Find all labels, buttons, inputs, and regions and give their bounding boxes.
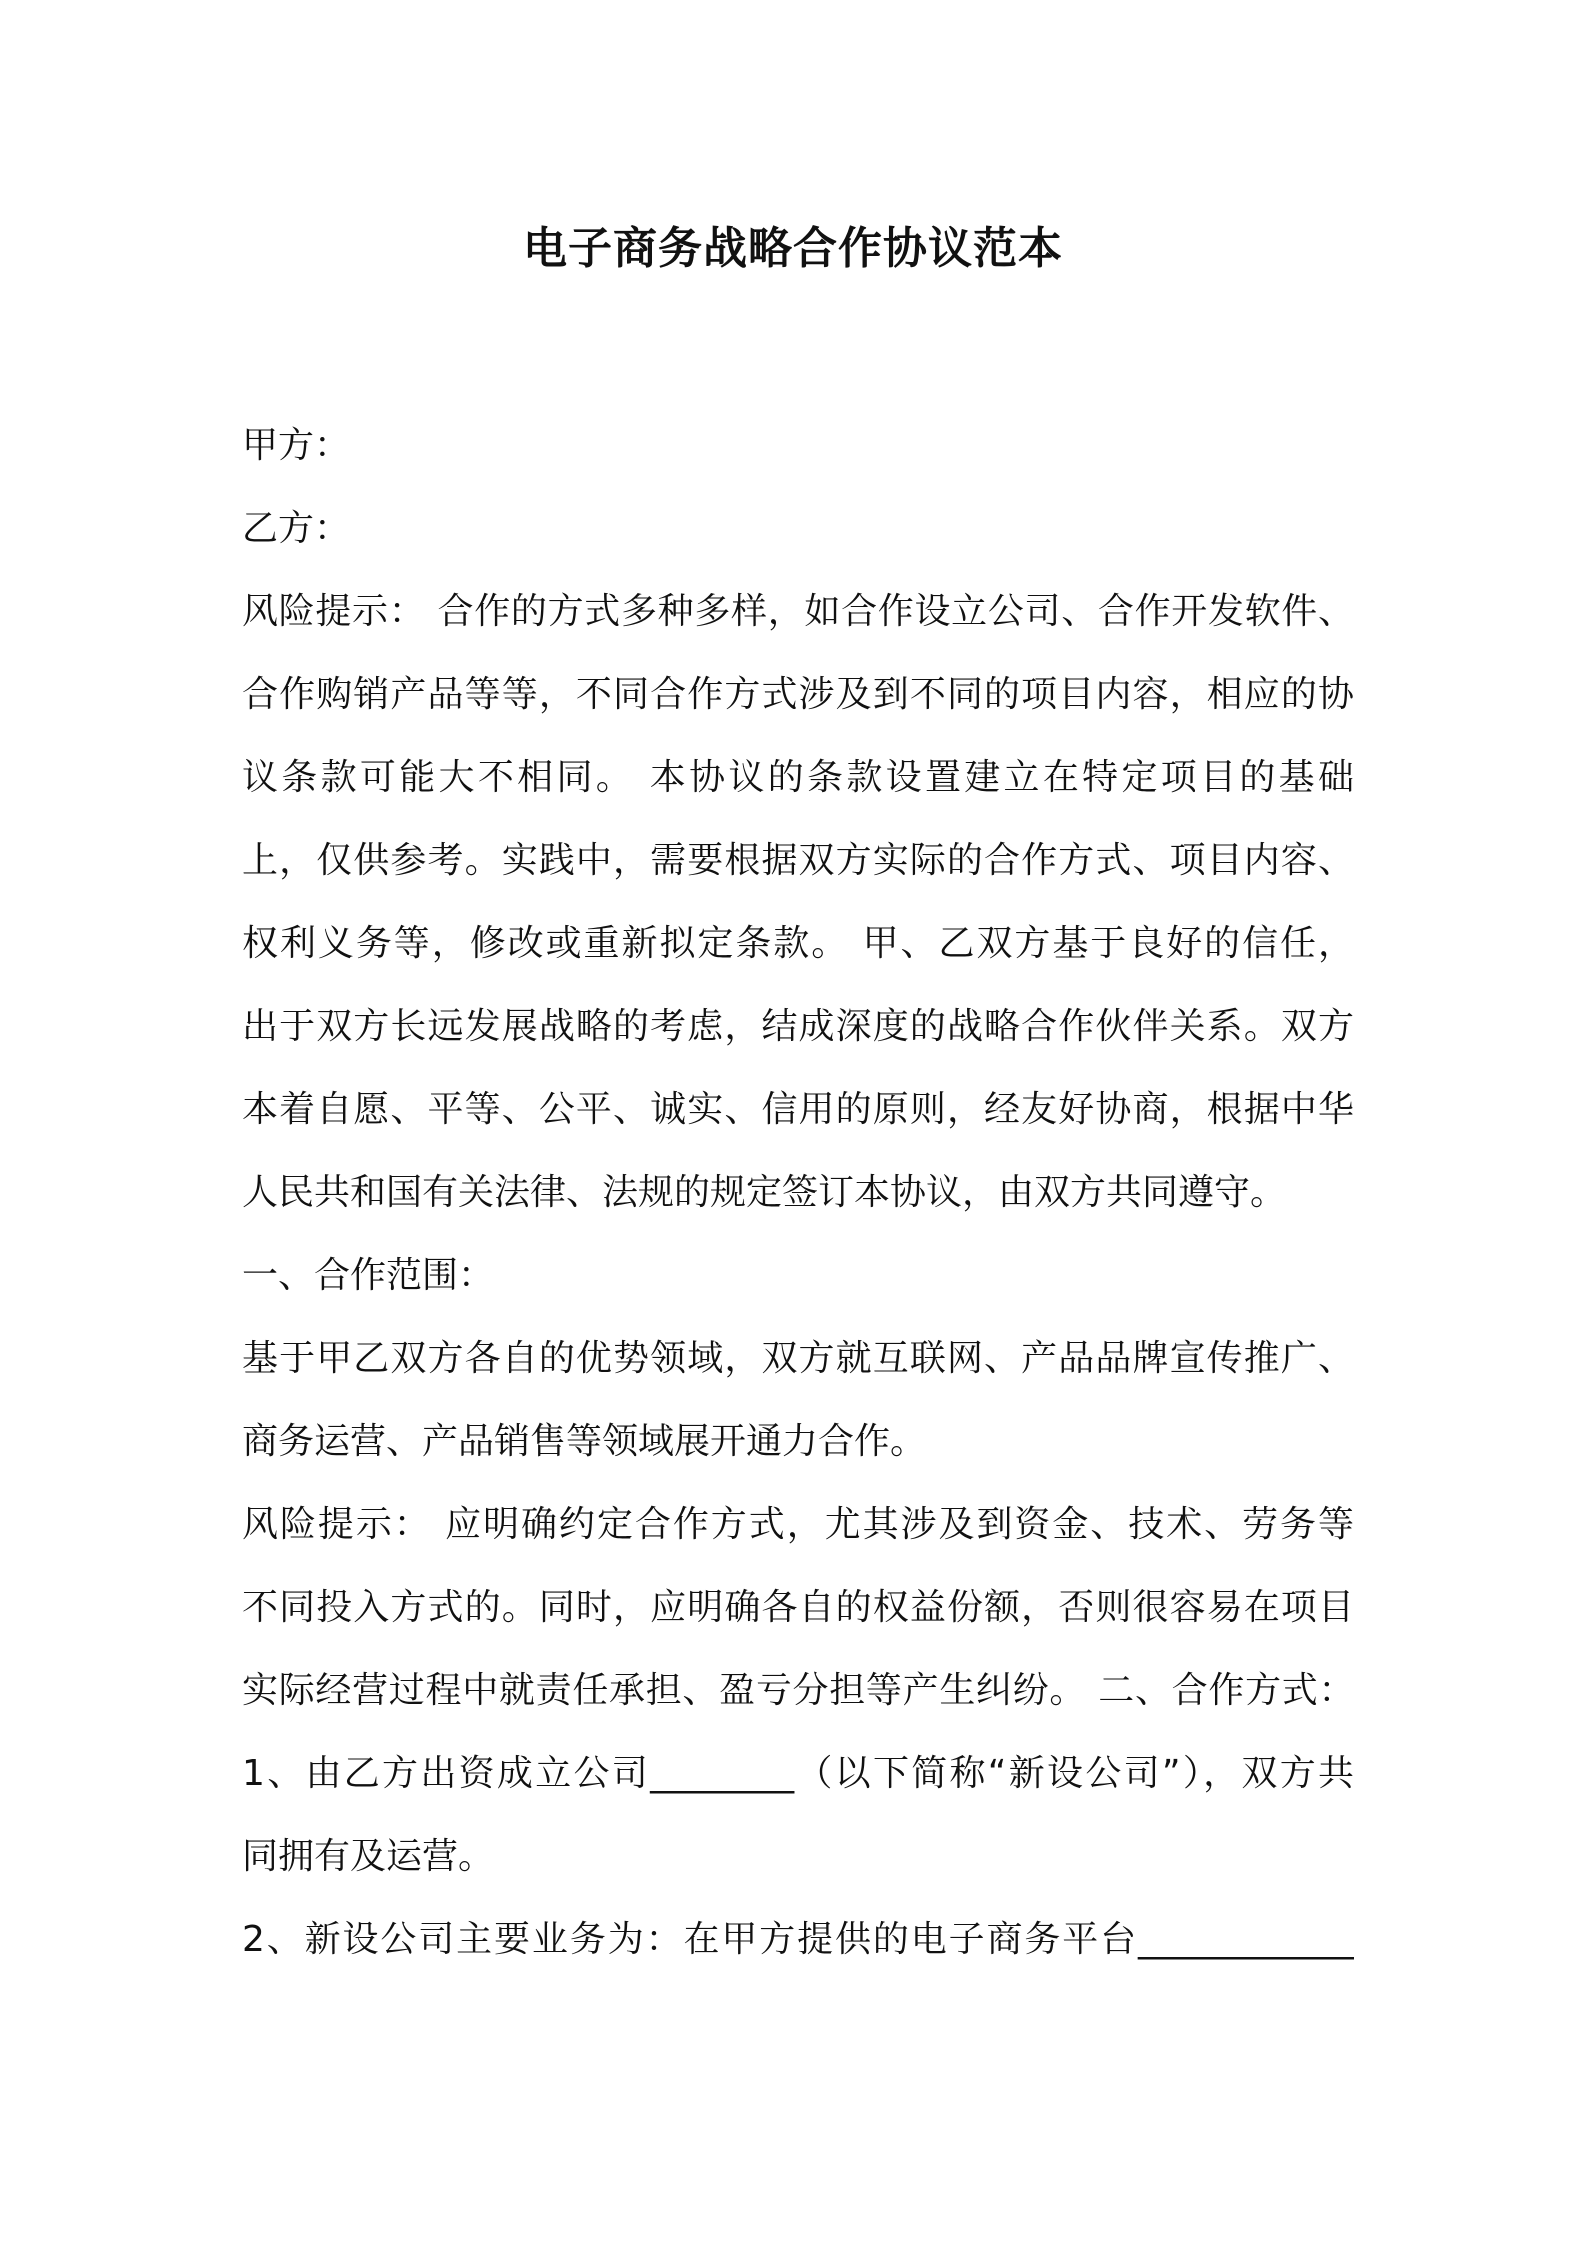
paragraph-line: 上，仅供参考。实践中，需要根据双方实际的合作方式、项目内容、 xyxy=(242,840,1354,881)
party-b-line: 乙方： xyxy=(242,508,351,549)
paragraph-line: 风险提示： 合作的方式多种多样，如合作设立公司、合作开发软件、 xyxy=(242,591,1354,632)
paragraph-line: 2、新设公司主要业务为：在甲方提供的电子商务平台____________ xyxy=(242,1919,1354,1960)
paragraph-line: 1、由乙方出资成立公司________（以下简称“新设公司”），双方共 xyxy=(242,1753,1354,1794)
paragraph-line: 本着自愿、平等、公平、诚实、信用的原则，经友好协商，根据中华 xyxy=(242,1089,1354,1130)
paragraph-line: 实际经营过程中就责任承担、盈亏分担等产生纠纷。 二、合作方式： xyxy=(242,1670,1354,1711)
paragraph-line: 商务运营、产品销售等领域展开通力合作。 xyxy=(242,1421,927,1462)
paragraph-line: 出于双方长远发展战略的考虑，结成深度的战略合作伙伴关系。双方 xyxy=(242,1006,1354,1047)
paragraph-line: 基于甲乙双方各自的优势领域，双方就互联网、产品品牌宣传推广、 xyxy=(242,1338,1354,1379)
paragraph-line: 合作购销产品等等，不同合作方式涉及到不同的项目内容，相应的协 xyxy=(242,674,1354,715)
paragraph-line: 不同投入方式的。同时，应明确各自的权益份额，否则很容易在项目 xyxy=(242,1587,1354,1628)
paragraph-line: 风险提示： 应明确约定合作方式，尤其涉及到资金、技术、劳务等 xyxy=(242,1504,1354,1545)
document-title: 电子商务战略合作协议范本 xyxy=(523,223,1063,274)
paragraph-line: 人民共和国有关法律、法规的规定签订本协议，由双方共同遵守。 xyxy=(242,1172,1287,1213)
paragraph-line: 权利义务等，修改或重新拟定条款。 甲、乙双方基于良好的信任， xyxy=(242,923,1354,964)
party-a-line: 甲方： xyxy=(242,425,351,466)
section-heading: 一、合作范围： xyxy=(242,1255,495,1296)
paragraph-line: 同拥有及运营。 xyxy=(242,1836,495,1877)
paragraph-line: 议条款可能大不相同。 本协议的条款设置建立在特定项目的基础 xyxy=(242,757,1354,798)
document-body xyxy=(242,404,1354,1981)
